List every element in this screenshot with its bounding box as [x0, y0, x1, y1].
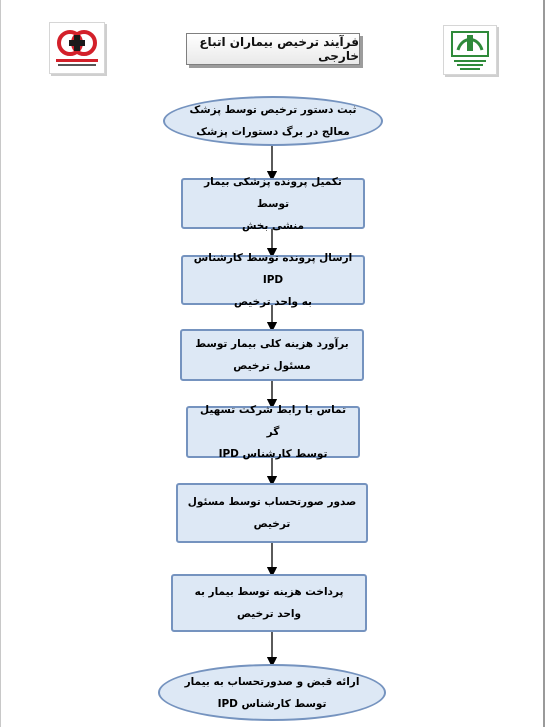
step-5-line-2: توسط کارشناس IPD	[218, 448, 328, 460]
step-3-send-record	[181, 252, 365, 308]
step-1-discharge-order	[163, 96, 383, 146]
step-8-line-1: ارائه قبض و صدورتحساب به بیمار	[184, 675, 360, 688]
step-4-line-1: برآورد هزینه کلی بیمار توسط	[195, 338, 349, 350]
page-title: فرآیند ترخیص بیماران اتباع خارجی	[186, 33, 360, 65]
step-5-contact-facilitator	[186, 406, 360, 458]
step-4-line-2: مسئول ترخیص	[233, 360, 311, 372]
step-6-line-2: ترخیص	[253, 518, 291, 530]
step-8-receipt	[158, 664, 386, 721]
step-3-line-1: ارسال پرونده توسط کارشناس IPD	[193, 252, 353, 286]
step-4-estimate-cost	[180, 329, 364, 381]
step-7-line-2: واحد ترخیص	[236, 608, 302, 620]
step-1-line-1: ثبت دستور ترخیص توسط پزشک	[189, 104, 357, 116]
step-2-line-1: تکمیل پرونده پزشکی بیمار توسط	[204, 175, 342, 210]
step-1-line-2: معالج در برگ دستورات پزشک	[196, 126, 350, 138]
step-2-complete-record	[181, 175, 365, 232]
step-5-line-1: تماس با رابط شرکت تسهیل گر	[199, 404, 347, 438]
step-8-line-2: توسط کارشناس IPD	[217, 697, 327, 710]
step-7-line-1: پرداخت هزینه توسط بیمار به	[194, 586, 344, 598]
step-7-payment	[171, 574, 367, 632]
step-2-line-2: منشی بخش	[241, 219, 305, 232]
step-6-line-1: صدور صورتحساب توسط مسئول	[187, 496, 357, 508]
step-3-line-2: به واحد ترخیص	[233, 296, 313, 308]
step-6-issue-invoice	[176, 483, 368, 543]
